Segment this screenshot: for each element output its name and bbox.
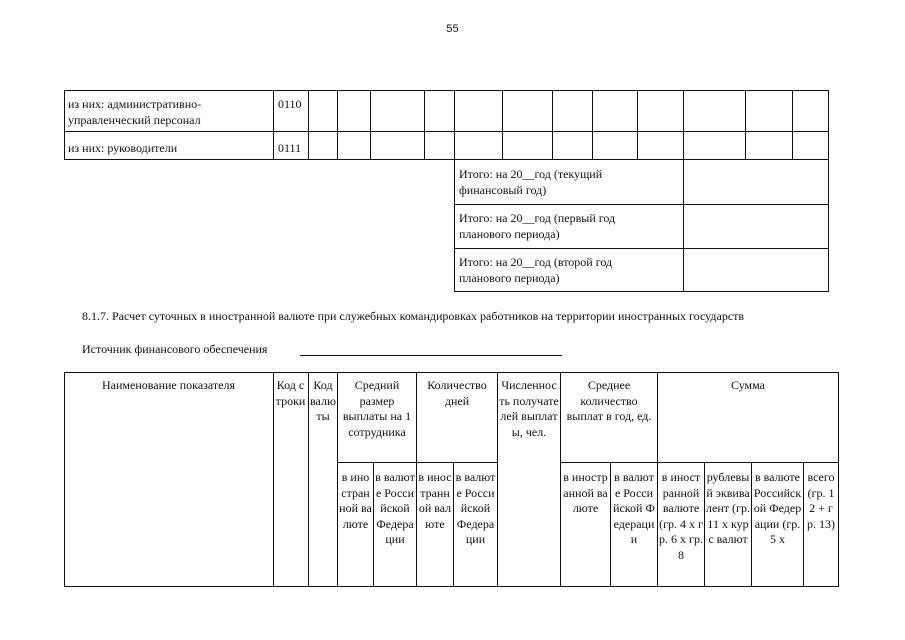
page-number: 55 xyxy=(446,23,459,35)
hdr-currency-code: Код валюты xyxy=(310,378,336,423)
sub-cnt-rub: в валюте Российской Федерации xyxy=(613,470,655,546)
section-heading: 8.1.7. Расчет суточных в иностранной валюте при служебных командировках работников на территории иностранных государств xyxy=(82,309,745,323)
sub-days-foreign: в иностранной валюте xyxy=(418,470,452,531)
hdr-name: Наименование показателя xyxy=(102,378,235,392)
funding-source-label: Источник финансового обеспечения xyxy=(82,342,268,356)
hdr-avg-count: Среднее количество выплат в год, ед. xyxy=(566,378,652,423)
sub-avg-rub: в валюте Российской Федерации xyxy=(375,470,415,546)
funding-source-field xyxy=(300,355,562,356)
row-code-admin: 0110 xyxy=(278,97,302,111)
sub-cnt-foreign: в иностранной валюте xyxy=(563,470,608,515)
row-label-admin: из них: административно-управленческий персонал xyxy=(68,97,202,127)
row-label-heads: из них: руководители xyxy=(68,141,178,155)
hdr-row-code: Код строки xyxy=(275,378,306,408)
hdr-days: Количество дней xyxy=(427,378,487,408)
hdr-recipients: Численность получателей выплаты, чел. xyxy=(499,378,559,439)
sub-sum-foreign: в иностранной валюте (гр. 4 х гр. 6 х гр. 8 xyxy=(659,470,703,562)
hdr-avg-payment: Средний размер выплаты на 1 сотрудника xyxy=(342,378,412,439)
total-current-year: Итого: на 20__год (текущий финансовый год) xyxy=(459,167,603,197)
sub-sum-rub-equiv: рублевый эквивалент (гр. 11 х курс валют xyxy=(706,470,750,546)
sub-days-rub: в валюте Российской Федерации xyxy=(455,470,496,546)
sub-sum-total: всего (гр. 12 + гр. 13) xyxy=(807,470,835,531)
row-code-heads: 0111 xyxy=(278,141,302,155)
total-first-plan-year: Итого: на 20__год (первый год планового периода) xyxy=(459,211,616,241)
sub-sum-rub: в валюте Российской Федерации (гр. 5 х xyxy=(753,470,802,546)
sub-avg-foreign: в иностранной валюте xyxy=(339,470,372,531)
hdr-sum: Сумма xyxy=(731,378,765,392)
total-second-plan-year: Итого: на 20__год (второй год планового периода) xyxy=(459,255,613,285)
